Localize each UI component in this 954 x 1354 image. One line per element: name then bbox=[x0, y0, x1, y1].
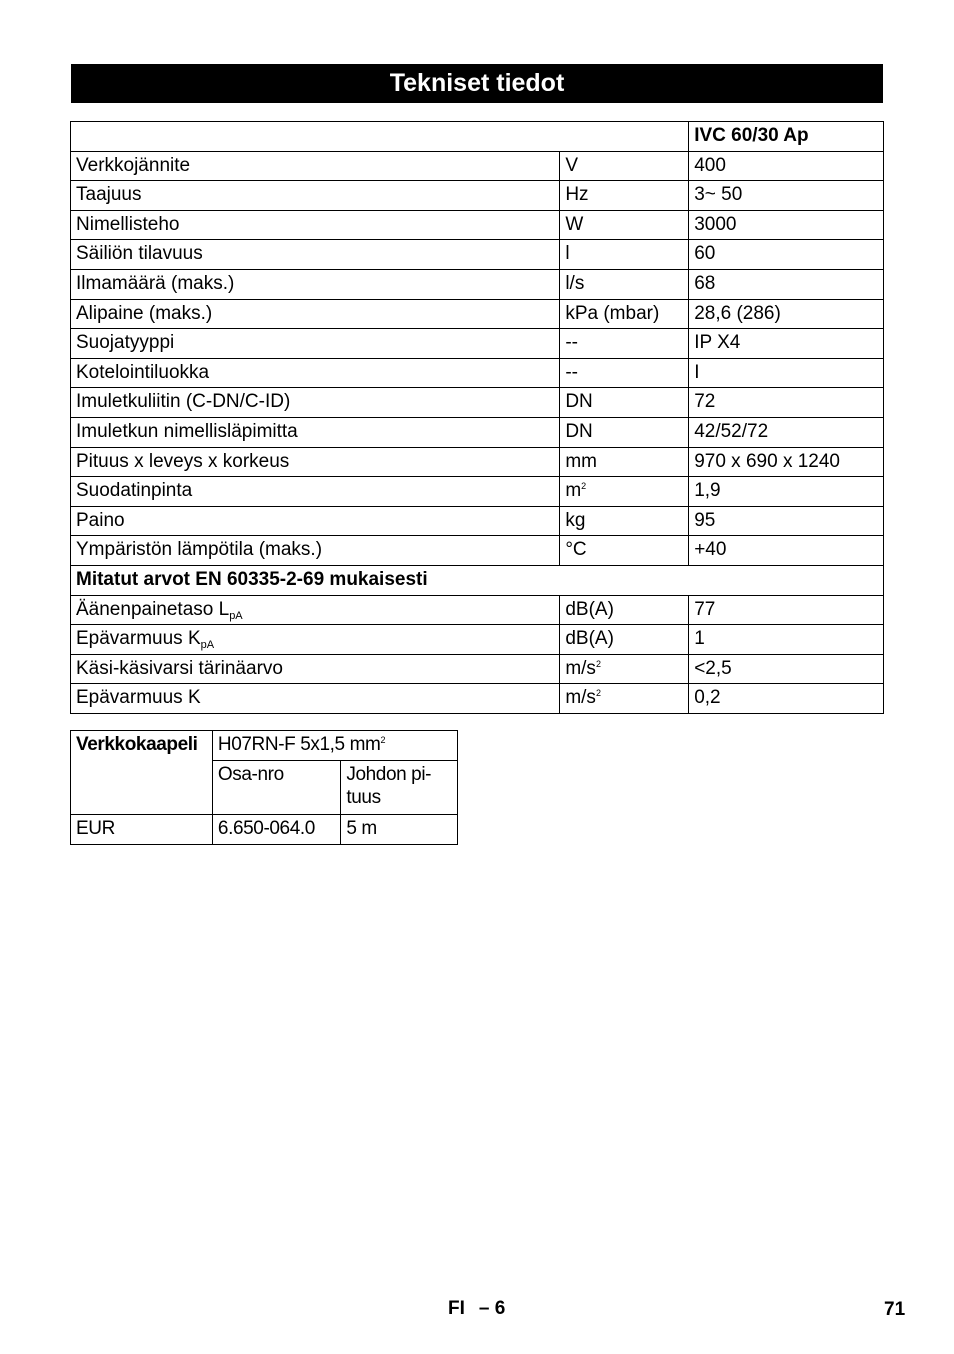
spec-unit-sup: 2 bbox=[581, 481, 587, 492]
cable-row-type bbox=[71, 731, 458, 761]
spec-row bbox=[71, 358, 884, 388]
spec-unit: $m/s^2$ bbox=[560, 684, 689, 714]
cable-part-number: 6.650-064.0 bbox=[212, 815, 340, 845]
spec-row bbox=[71, 447, 884, 477]
spec-label: Imuletkuliitin (C-DN/C-ID) bbox=[71, 388, 560, 418]
spec-unit: Hz bbox=[560, 181, 689, 211]
spec-value: 1 bbox=[689, 625, 884, 655]
spec-unit: -- bbox=[560, 329, 689, 359]
spec-value: 72 bbox=[689, 388, 884, 418]
spec-unit: V bbox=[560, 151, 689, 181]
spec-row bbox=[71, 181, 884, 211]
spec-row bbox=[71, 329, 884, 359]
cable-col-part: Osa-nro bbox=[212, 761, 340, 815]
spec-label: Suodatinpinta bbox=[71, 477, 560, 507]
spec-label: Paino bbox=[71, 506, 560, 536]
spec-row bbox=[71, 417, 884, 447]
spec-unit: DN bbox=[560, 388, 689, 418]
spec-unit: dB(A) bbox=[560, 595, 689, 625]
spec-unit: $m/s^2$ bbox=[560, 654, 689, 684]
spec-row bbox=[71, 684, 884, 714]
cable-length: 5 m bbox=[341, 815, 458, 845]
spec-label: Suojatyyppi bbox=[71, 329, 560, 359]
footer-section bbox=[448, 1298, 505, 1320]
spec-label-sub: pA bbox=[229, 609, 243, 622]
spec-unit: kPa (mbar) bbox=[560, 299, 689, 329]
spec-unit-sup: 2 bbox=[595, 658, 601, 669]
spec-table bbox=[70, 121, 884, 714]
spec-row bbox=[71, 536, 884, 566]
cable-type-sup: 2 bbox=[380, 735, 386, 745]
spec-header-blank bbox=[71, 122, 689, 152]
cable-table bbox=[70, 730, 458, 845]
spec-label: Ilmamäärä (maks.) bbox=[71, 269, 560, 299]
spec-value: 60 bbox=[689, 240, 884, 270]
spec-unit: l bbox=[560, 240, 689, 270]
spec-value: 970 x 690 x 1240 bbox=[689, 447, 884, 477]
cable-heading: Verkkokaapeli bbox=[71, 731, 213, 815]
measured-heading-row bbox=[71, 565, 884, 595]
measured-heading: Mitatut arvot EN 60335-2-69 mukaisesti bbox=[71, 565, 884, 595]
page-number: 71 bbox=[884, 1299, 906, 1320]
spec-label: Kotelointiluokka bbox=[71, 358, 560, 388]
spec-unit: W bbox=[560, 210, 689, 240]
spec-label: Nimellisteho bbox=[71, 210, 560, 240]
spec-value: 400 bbox=[689, 151, 884, 181]
spec-unit: dB(A) bbox=[560, 625, 689, 655]
spec-value: 77 bbox=[689, 595, 884, 625]
cable-region: EUR bbox=[71, 815, 213, 845]
cable-type: H07RN-F 5x1,5 $mm^2$ bbox=[212, 731, 457, 761]
cable-row-eur bbox=[71, 815, 458, 845]
spec-row bbox=[71, 151, 884, 181]
spec-value: 1,9 bbox=[689, 477, 884, 507]
spec-label: Epävarmuus $K_{pA}$ bbox=[71, 625, 560, 655]
spec-label: Verkkojännite bbox=[71, 151, 560, 181]
footer-lang: FI bbox=[448, 1298, 465, 1319]
spec-value: 0,2 bbox=[689, 684, 884, 714]
spec-unit: mm bbox=[560, 447, 689, 477]
spec-value: 68 bbox=[689, 269, 884, 299]
spec-row bbox=[71, 388, 884, 418]
spec-label: Epävarmuus K bbox=[71, 684, 560, 714]
spec-value: <2,5 bbox=[689, 654, 884, 684]
spec-unit-sup: 2 bbox=[595, 688, 601, 699]
spec-row bbox=[71, 299, 884, 329]
spec-value: IP X4 bbox=[689, 329, 884, 359]
spec-unit: °C bbox=[560, 536, 689, 566]
spec-row bbox=[71, 625, 884, 655]
spec-row bbox=[71, 595, 884, 625]
spec-value: 28,6 (286) bbox=[689, 299, 884, 329]
spec-unit: DN bbox=[560, 417, 689, 447]
spec-unit: l/s bbox=[560, 269, 689, 299]
cable-col-length: Johdon pi- tuus bbox=[341, 761, 458, 815]
spec-header-row bbox=[71, 122, 884, 152]
spec-row bbox=[71, 240, 884, 270]
spec-value: 42/52/72 bbox=[689, 417, 884, 447]
spec-row bbox=[71, 269, 884, 299]
model-name: IVC 60/30 Ap bbox=[689, 122, 884, 152]
spec-label: Käsi-käsivarsi tärinäarvo bbox=[71, 654, 560, 684]
spec-label-sub: pA bbox=[200, 639, 215, 652]
spec-label: Imuletkun nimellisläpimitta bbox=[71, 417, 560, 447]
spec-row bbox=[71, 506, 884, 536]
spec-label: Säiliön tilavuus bbox=[71, 240, 560, 270]
spec-label: Taajuus bbox=[71, 181, 560, 211]
spec-unit: kg bbox=[560, 506, 689, 536]
spec-row bbox=[71, 210, 884, 240]
spec-row bbox=[71, 654, 884, 684]
spec-value: I bbox=[689, 358, 884, 388]
spec-value: 95 bbox=[689, 506, 884, 536]
spec-label: Äänenpainetaso $L_{pA}$ bbox=[71, 595, 560, 625]
spec-label: Pituus x leveys x korkeus bbox=[71, 447, 560, 477]
spec-label: Ympäristön lämpötila (maks.) bbox=[71, 536, 560, 566]
spec-value: 3~ 50 bbox=[689, 181, 884, 211]
spec-unit: -- bbox=[560, 358, 689, 388]
footer-section-number: – 6 bbox=[478, 1298, 506, 1319]
spec-value: +40 bbox=[689, 536, 884, 566]
spec-value: 3000 bbox=[689, 210, 884, 240]
spec-label: Alipaine (maks.) bbox=[71, 299, 560, 329]
page-title: Tekniset tiedot bbox=[71, 64, 883, 103]
spec-row bbox=[71, 477, 884, 507]
spec-unit: $m^2$ bbox=[560, 477, 689, 507]
